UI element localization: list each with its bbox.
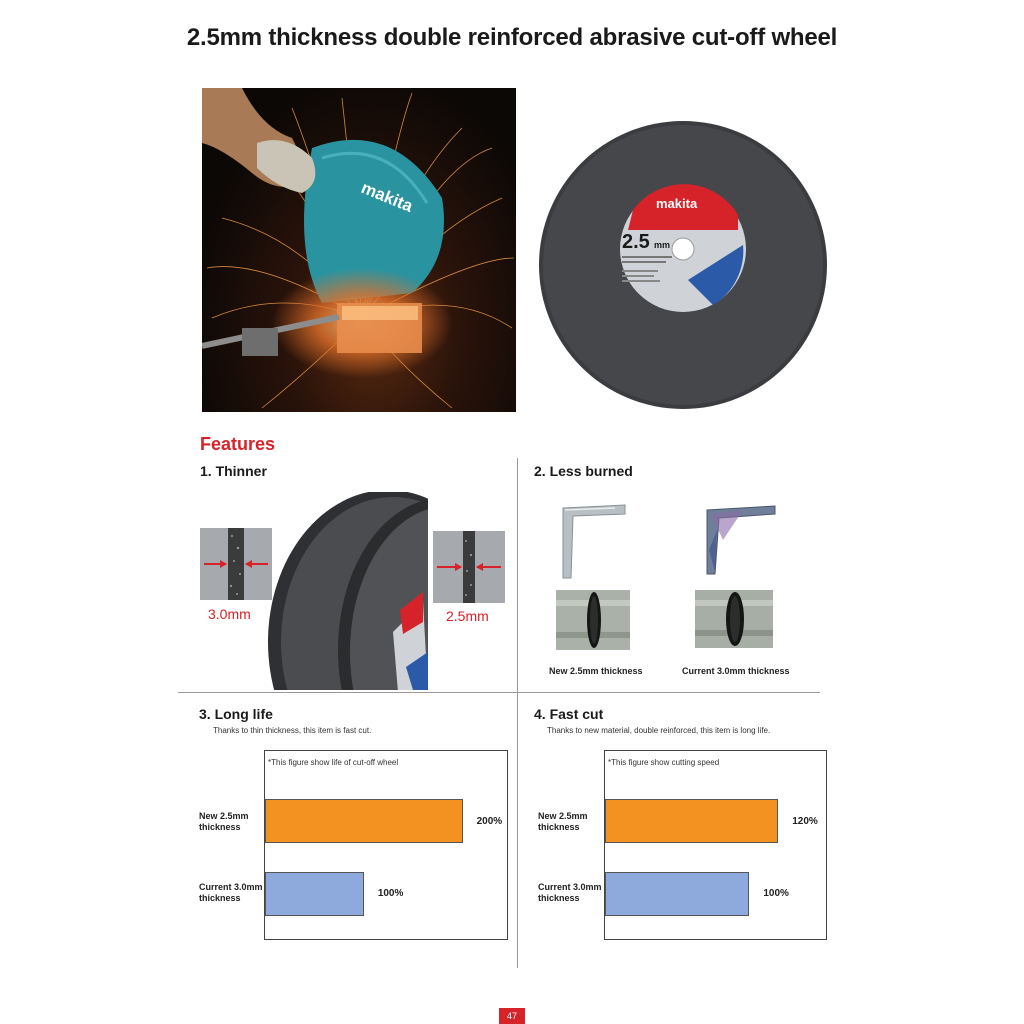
bar-value-current-3mm: 100% (377, 888, 404, 899)
bar-current-3mm (605, 872, 749, 916)
cutoff-machine-photo (202, 88, 516, 412)
bar-new-2-5mm (605, 799, 778, 843)
cut-groove-current-image (695, 590, 773, 648)
bar-value-new-2-5mm: 120% (792, 816, 818, 827)
horizontal-divider (178, 692, 820, 693)
page-title: 2.5mm thickness double reinforced abrasive cut-off wheel (186, 24, 838, 51)
thinner-section-title: 1. Thinner (200, 463, 267, 479)
cutoff-wheel-product-image (538, 120, 828, 410)
long-life-chart (264, 750, 508, 940)
category-label-new-2-5mm: New 2.5mm thickness (199, 811, 249, 832)
disc-thickness-text: 2.5 (622, 231, 650, 253)
bar-value-current-3mm: 100% (763, 888, 789, 899)
bar-new-2-5mm (265, 799, 463, 843)
sample-2-5mm-cut (433, 531, 505, 603)
cut-groove-new-image (556, 590, 630, 650)
disc-thickness-unit: mm (654, 240, 671, 250)
vertical-divider (517, 458, 518, 968)
page-number: 47 (499, 1008, 525, 1024)
less-burned-section-title: 2. Less burned (534, 463, 633, 479)
category-label-current-3mm: Current 3.0mm thickness (199, 882, 263, 903)
fast-cut-chart-note: *This figure show cutting speed (608, 758, 720, 767)
category-label-new-2-5mm: New 2.5mm thickness (538, 811, 588, 832)
long-life-section-title: 3. Long life (199, 706, 273, 722)
caption-new-2-5mm: New 2.5mm thickness (549, 666, 643, 676)
features-heading: Features (200, 434, 276, 454)
label-2-5mm: 2.5mm (446, 608, 489, 624)
angle-steel-new-image (555, 500, 630, 580)
category-label-current-3mm: Current 3.0mm thickness (538, 882, 602, 903)
fast-cut-chart (604, 750, 827, 940)
label-3mm: 3.0mm (208, 606, 251, 622)
long-life-chart-note: *This figure show life of cut-off wheel (268, 758, 399, 767)
long-life-description: Thanks to thin thickness, this item is fast cut. (213, 726, 372, 735)
fast-cut-description: Thanks to new material, double reinforced, this item is long life. (547, 726, 771, 735)
bar-value-new-2-5mm: 200% (476, 816, 503, 827)
disc-brand-logo: makita (656, 196, 698, 211)
bar-current-3mm (265, 872, 364, 916)
angle-steel-current-image (703, 500, 778, 580)
caption-current-3mm: Current 3.0mm thickness (682, 666, 790, 676)
machine-brand-logo: makita (358, 178, 416, 216)
stacked-wheels-image (258, 492, 428, 690)
fast-cut-section-title: 4. Fast cut (534, 706, 604, 722)
